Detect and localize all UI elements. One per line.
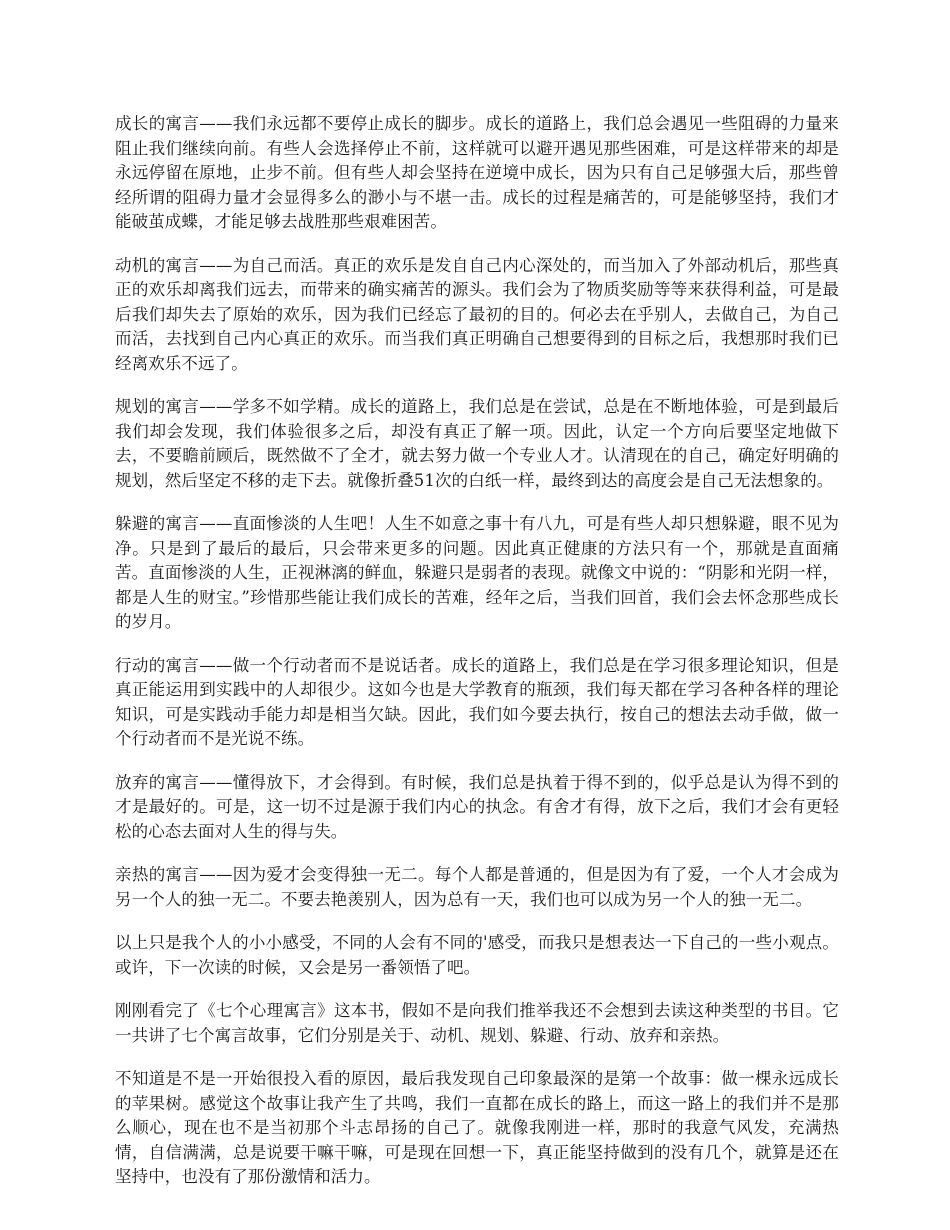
paragraph-letting-go: 放弃的寓言——懂得放下，才会得到。有时候，我们总是执着于得不到的，似乎总是认为得不到的才是最好的。可是，这一切不过是源于我们内心的执念。有舍才有得，放下之后，我们才会有更轻松的心态去面对人生的得与失。 xyxy=(115,772,839,841)
paragraph-reflection: 不知道是不是一开始很投入看的原因，最后我发现自己印象最深的是第一个故事：做一棵永远成长的苹果树。感觉这个故事让我产生了共鸣，我们一直都在成长的路上，而这一路上的我们并不是那么顺心，现在也不是当初那个斗志昂扬的自己了。就像我刚进一样，那时的我意气风发，充满热情，自信满满，总是说要干嘛干嘛，可是现在回想一下，真正能坚持做到的没有几个，就算是还在坚持中，也没有了那份激情和活力。 xyxy=(115,1069,839,1186)
paragraph-planning: 规划的寓言——学多不如学精。成长的道路上，我们总是在尝试，总是在不断地体验，可是到最后我们却会发现，我们体验很多之后，却没有真正了解一项。因此，认定一个方向后要坚定地做下去，不要瞻前顾后，既然做不了全才，就去努力做一个专业人才。认清现在的自己，确定好明确的规划，然后坚定不移的走下去。就像折叠51次的白纸一样，最终到达的高度会是自己无法想象的。 xyxy=(115,397,839,490)
paragraph-summary: 以上只是我个人的小小感受，不同的人会有不同的'感受，而我只是想表达一下自己的一些小观点。或许，下一次读的时候，又会是另一番领悟了吧。 xyxy=(115,933,839,977)
paragraph-action: 行动的寓言——做一个行动者而不是说话者。成长的道路上，我们总是在学习很多理论知识，但是真正能运用到实践中的人却很少。这如今也是大学教育的瓶颈，我们每天都在学习各种各样的理论知识，可是实践动手能力却是相当欠缺。因此，我们如今要去执行，按自己的想法去动手做，做一个行动者而不是光说不练。 xyxy=(115,655,839,748)
document-body xyxy=(115,112,839,1209)
paragraph-affection: 亲热的寓言——因为爱才会变得独一无二。每个人都是普通的，但是因为有了爱，一个人才会成为另一个人的独一无二。不要去艳羡别人，因为总有一天，我们也可以成为另一个人的独一无二。 xyxy=(115,865,839,909)
paragraph-growth: 成长的寓言——我们永远都不要停止成长的脚步。成长的道路上，我们总会遇见一些阻碍的力量来阻止我们继续向前。有些人会选择停止不前，这样就可以避开遇见那些困难，可是这样带来的却是永远停留在原地，止步不前。但有些人却会坚持在逆境中成长，因为只有自己足够强大后，那些曾经所谓的阻碍力量才会显得多么的渺小与不堪一击。成长的过程是痛苦的，可是能够坚持，我们才能破茧成蝶，才能足够去战胜那些艰难困苦。 xyxy=(115,114,839,231)
paragraph-motivation: 动机的寓言——为自己而活。真正的欢乐是发自自己内心深处的，而当加入了外部动机后，那些真正的欢乐却离我们远去，而带来的确实痛苦的源头。我们会为了物质奖励等等来获得利益，可是最后我们却失去了原始的欢乐，因为我们已经忘了最初的目的。何必去在乎别人，去做自己，为自己而活，去找到自己内心真正的欢乐。而当我们真正明确自己想要得到的目标之后，我想那时我们已经离欢乐不远了。 xyxy=(115,255,839,373)
paragraph-book-intro: 刚刚看完了《七个心理寓言》这本书，假如不是向我们推举我还不会想到去读这种类型的书目。它一共讲了七个寓言故事，它们分别是关于、动机、规划、躲避、行动、放弃和亲热。 xyxy=(115,1001,839,1045)
paragraph-avoidance: 躲避的寓言——直面惨淡的人生吧！人生不如意之事十有八九，可是有些人却只想躲避，眼不见为净。只是到了最后的最后，只会带来更多的问题。因此真正健康的方法只有一个，那就是直面痛苦。直面惨淡的人生，正视淋漓的鲜血，躲避只是弱者的表现。就像文中说的：“阴影和光阴一样，都是人生的财宝。”珍惜那些能让我们成长的苦难，经年之后，当我们回首，我们会去怀念那些成长的岁月。 xyxy=(115,514,839,631)
